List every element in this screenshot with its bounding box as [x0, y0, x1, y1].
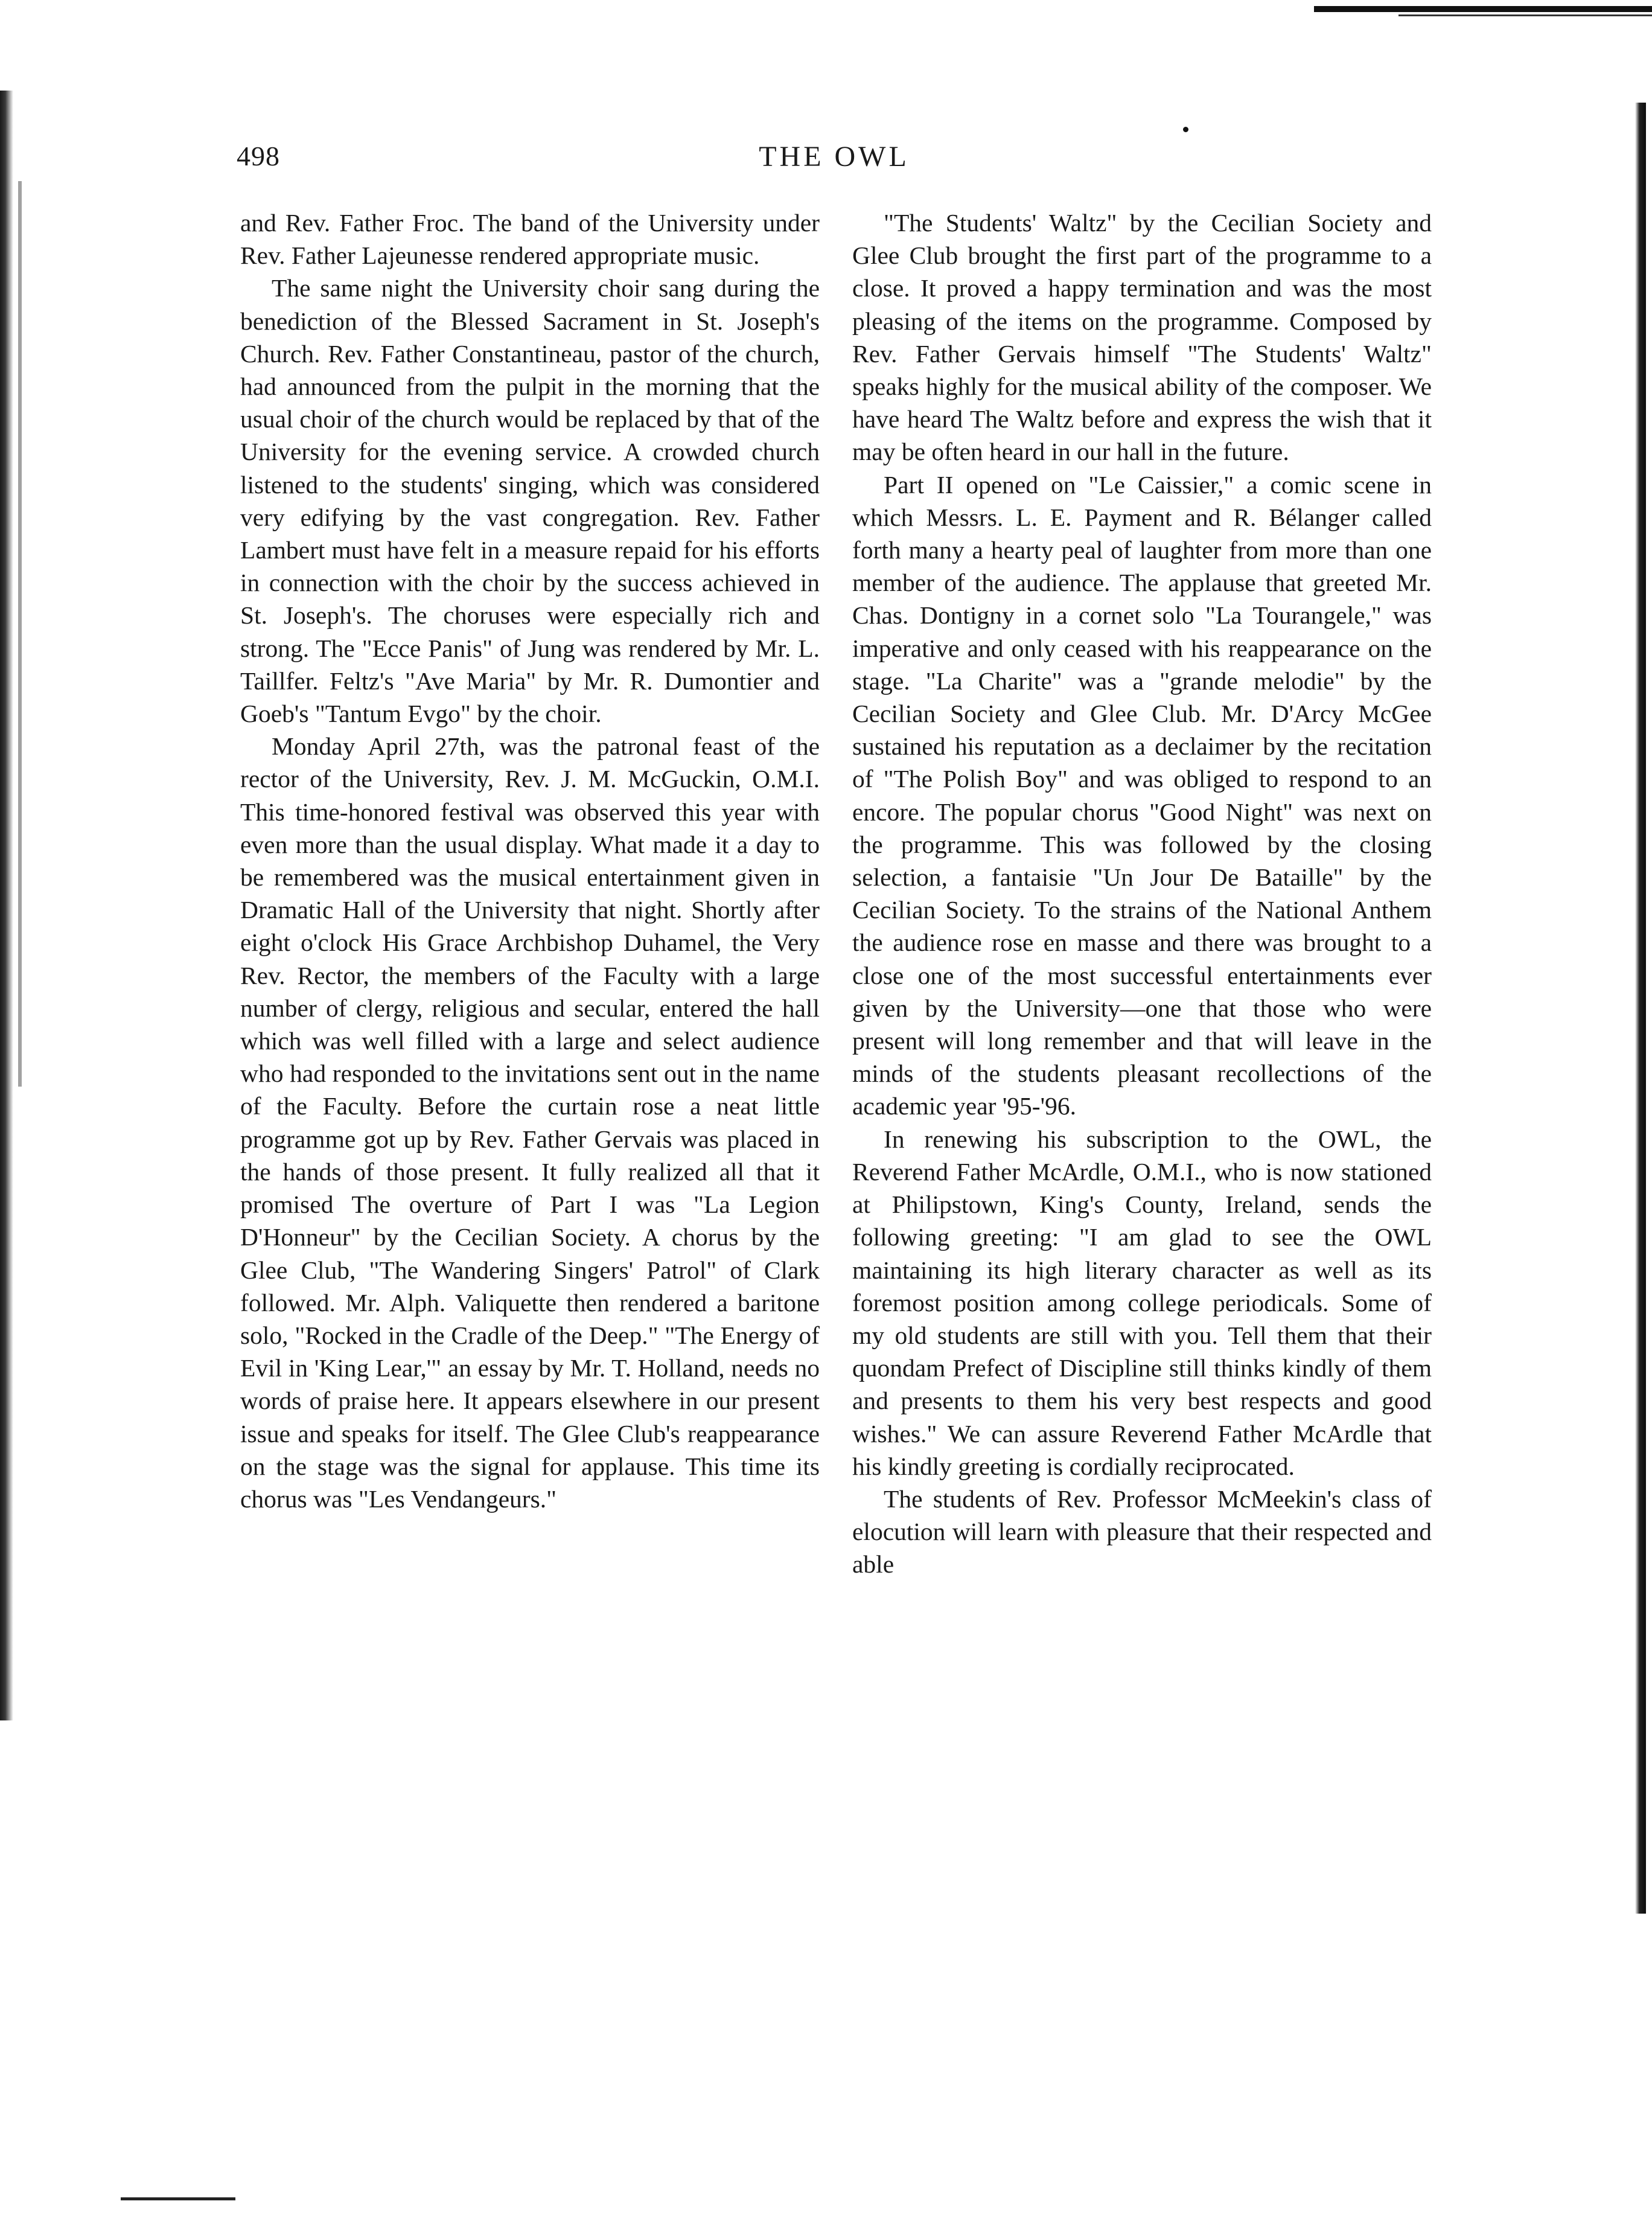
- paragraph: "The Students' Waltz" by the Cecilian Society and Glee Club brought the first part of the programme to a close. It proved a happy termination and was the most pleasing of the items on the programme. Composed by Rev. Father Gervais himself "The Students' Waltz" speaks highly for the musical ability of the composer. We have heard The Waltz before and express the wish that it may be often heard in our hall in the future.: [852, 209, 1432, 466]
- page-number: 498: [237, 141, 280, 171]
- scan-top-rule-thin: [1398, 14, 1652, 16]
- paragraph: The students of Rev. Professor McMeekin's class of elocution will learn with pleasure that their respected and able: [852, 1484, 1432, 1579]
- scan-shadow-left: [0, 91, 13, 1720]
- journal-title: THE OWL: [759, 141, 910, 173]
- left-column: [240, 206, 820, 1515]
- right-column: [852, 206, 1432, 1581]
- scan-bottom-mark: [121, 2197, 235, 2200]
- scan-shadow-right: [1635, 103, 1646, 1914]
- scan-top-rule: [1314, 6, 1652, 12]
- scan-speck: [1183, 127, 1188, 132]
- paragraph: Monday April 27th, was the patronal feast of the rector of the University, Rev. J. M. McGuckin, O.M.I. This time-honored festival was observed this year with even more than the usual display. What made it a day to be remembered was the musical entertainment given in Dramatic Hall of the University that night. Shortly after eight o'clock His Grace Archbishop Duhamel, the Very Rev. Rector, the members of the Faculty with a large number of clergy, religious and secular, entered the hall which was well filled with a large and select audience who had responded to the invitations sent out in the name of the Faculty. Before the curtain rose a neat little programme got up by Rev. Father Gervais was placed in the hands of those present. It fully realized all that it promised The overture of Part I was "La Legion D'Honneur" by the Cecilian Society. A chorus by the Glee Club, "The Wandering Singers' Patrol" of Clark followed. Mr. Alph. Valiquette then rendered a baritone solo, "Rocked in the Cradle of the Deep." "The Energy of Evil in 'King Lear,'" an essay by Mr. T. Holland, needs no words of praise here. It appears elsewhere in our present issue and speaks for itself. The Glee Club's reappearance on the stage was the signal for applause. This time its chorus was "Les Vendangeurs.": [240, 732, 820, 1513]
- paragraph: and Rev. Father Froc. The band of the University under Rev. Father Lajeunesse rendered appropriate music.: [240, 209, 820, 270]
- paragraph: Part II opened on "Le Caissier," a comic scene in which Messrs. L. E. Payment and R. Bélanger called forth many a hearty peal of laughter from more than one member of the audience. The applause that greeted Mr. Chas. Dontigny in a cornet solo "La Tourangele," was imperative and only ceased with his reappearance on the stage. "La Charite" was a "grande melodie" by the Cecilian Society and Glee Club. Mr. D'Arcy McGee sustained his reputation as a declaimer by the recitation of "The Polish Boy" and was obliged to respond to an encore. The popular chorus "Good Night" was next on the programme. This was followed by the closing selection, a fantaisie "Un Jour De Bataille" by the Cecilian Society. To the strains of the National Anthem the audience rose en masse and there was brought to a close one of the most successful entertainments ever given by the University—one that those who were present will long remember and that will leave in the minds of the students pleasant recollections of the academic year '95-'96.: [852, 470, 1432, 1120]
- paragraph: In renewing his subscription to the OWL, the Reverend Father McArdle, O.M.I., who is now stationed at Philipstown, King's County, Ireland, sends the following greeting: "I am glad to see the OWL maintaining its high literary character as well as its foremost position among college periodicals. Some of my old students are still with you. Tell them that their quondam Prefect of Discipline still thinks kindly of them and presents to them his very best respects and good wishes." We can assure Reverend Father McArdle that his kindly greeting is cordially reciprocated.: [852, 1125, 1432, 1480]
- scan-shadow-left-inner: [18, 181, 22, 1087]
- paragraph: The same night the University choir sang during the benediction of the Blessed Sacrament in St. Joseph's Church. Rev. Father Constantineau, pastor of the church, had announced from the pulpit in the morning that the usual choir of the church would be replaced by that of the University for the evening service. A crowded church listened to the students' singing, which was considered very edifying by the vast congregation. Rev. Father Lambert must have felt in a measure repaid for his efforts in connection with the choir by the success achieved in St. Joseph's. The choruses were especially rich and strong. The "Ecce Panis" of Jung was rendered by Mr. L. Taillfer. Feltz's "Ave Maria" by Mr. R. Dumontier and Goeb's "Tantum Evgo" by the choir.: [240, 274, 820, 728]
- running-head: [237, 140, 1432, 188]
